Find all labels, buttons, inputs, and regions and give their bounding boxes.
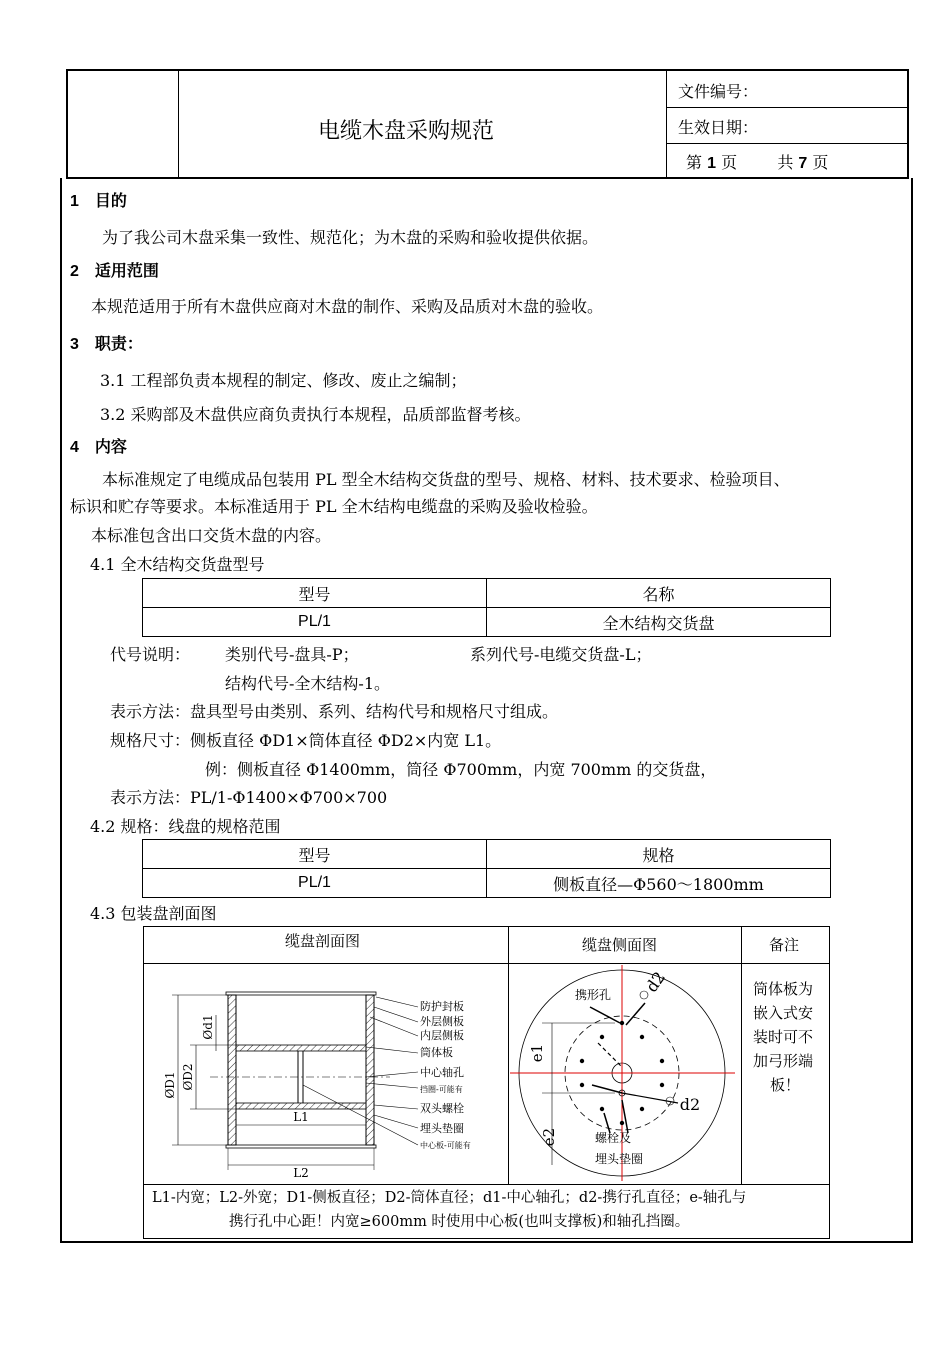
dim-d2: ØD2 — [181, 1063, 195, 1091]
method-text-2: 表示方法：PL/1-Φ1400×Φ700×700 — [110, 788, 388, 807]
note-line: 加弓形端 — [753, 1052, 814, 1070]
code-label: 代号说明： — [110, 645, 191, 664]
dim-d1: ØD1 — [163, 1071, 177, 1099]
callout-label: 中心板-可能有 — [420, 1141, 471, 1150]
reel-section-drawing — [150, 985, 505, 1180]
note-line: 嵌入式安 — [753, 1004, 814, 1022]
table-header: 缆盘侧面图 — [582, 936, 658, 954]
callout-label: 双头螺栓 — [420, 1102, 464, 1115]
dim-l2: L2 — [293, 1166, 309, 1180]
document-title: 电缆木盘采购规范 — [318, 119, 495, 144]
section-4-3-title: 4.3 包装盘剖面图 — [90, 904, 217, 923]
table-header: 型号 — [143, 579, 487, 608]
model-table — [142, 578, 831, 637]
code-series: 系列代号-电缆交货盘-L； — [470, 645, 652, 664]
table-cell: 侧板直径—Φ560～1800mm — [487, 869, 831, 898]
table-cell: PL/1 — [143, 608, 487, 637]
section-4-2-title: 4.2 规格：线盘的规格范围 — [90, 817, 281, 836]
section-1-text: 为了我公司木盘采集一致性、规范化；为木盘的采购和验收提供依据。 — [102, 228, 599, 247]
section-4-1-title: 4.1 全木结构交货盘型号 — [90, 555, 265, 574]
callout-label: 内层侧板 — [420, 1029, 464, 1042]
dim-l1: L1 — [293, 1110, 309, 1124]
example-text: 例：侧板直径 Φ1400mm，筒径 Φ700mm，内宽 700mm 的交货盘， — [205, 760, 717, 779]
effective-date-label: 生效日期： — [678, 118, 759, 137]
note-line: 筒体板为 — [753, 980, 814, 998]
dim-e2: e2 — [540, 1127, 558, 1147]
callout-label: 埋头垫圈 — [420, 1122, 464, 1135]
section-3-item-2: 3.2 采购部及木盘供应商负责执行本规程，品质部监督考核。 — [100, 405, 531, 424]
section-3-title: 3 职责： — [70, 336, 143, 353]
section-2-title: 2 适用范围 — [70, 263, 159, 280]
section-4-para-2: 本标准包含出口交货木盘的内容。 — [91, 526, 332, 545]
callout-label: 挡圈-可能有 — [420, 1085, 463, 1094]
callout-label: 防护封板 — [420, 1000, 464, 1013]
table-cell: 全木结构交货盘 — [487, 608, 831, 637]
dim-d2-bottom: d2 — [679, 1095, 701, 1114]
section-1-title: 1 目的 — [70, 193, 127, 210]
section-4-para-1b: 标识和贮存等要求。本标准适用于 PL 全木结构电缆盘的采购及验收检验。 — [70, 497, 598, 516]
table-header: 备注 — [769, 936, 800, 954]
section-2-text: 本规范适用于所有木盘供应商对木盘的制作、采购及品质对木盘的验收。 — [91, 297, 604, 316]
doc-number-label: 文件编号： — [678, 82, 759, 101]
table-footer-line-2: 携行孔中心距！内宽≥600mm 时使用中心板(也叫支撑板)和轴孔挡圈。 — [229, 1214, 690, 1230]
callout-label: 筒体板 — [420, 1046, 453, 1059]
section-3-item-1: 3.1 工程部负责本规程的制定、修改、废止之编制； — [100, 371, 467, 390]
dim-d2-top: d2 — [641, 968, 670, 996]
spec-table — [142, 839, 831, 898]
method-text-1: 表示方法：盘具型号由类别、系列、结构代号和规格尺寸组成。 — [110, 702, 559, 721]
dim-e1: e1 — [528, 1043, 546, 1063]
side-label: 埋头垫圈 — [595, 1152, 644, 1166]
page-indicator: 第 1 页 共 7 页 — [686, 153, 829, 172]
note-line: 装时可不 — [753, 1028, 814, 1046]
callout-label: 中心轴孔 — [420, 1066, 464, 1079]
dim-d1-small: Ød1 — [201, 1014, 215, 1040]
table-header: 规格 — [487, 840, 831, 869]
code-structure: 结构代号-全木结构-1。 — [225, 674, 390, 693]
reel-side-drawing — [510, 965, 735, 1181]
note-line: 板！ — [770, 1076, 801, 1094]
table-header: 缆盘剖面图 — [285, 932, 361, 950]
callout-label: 外层侧板 — [420, 1015, 464, 1028]
side-label: 携形孔 — [575, 988, 612, 1002]
table-header: 名称 — [487, 579, 831, 608]
document-header — [66, 69, 909, 179]
spec-size-text: 规格尺寸：侧板直径 ΦD1×筒体直径 ΦD2×内宽 L1。 — [110, 731, 502, 750]
table-header: 型号 — [143, 840, 487, 869]
table-cell: PL/1 — [143, 869, 487, 898]
section-4-para-1a: 本标准规定了电缆成品包装用 PL 型全木结构交货盘的型号、规格、材料、技术要求、检验项目、 — [102, 470, 790, 489]
side-label: 螺栓及 — [595, 1131, 632, 1145]
section-4-title: 4 内容 — [70, 439, 127, 456]
code-category: 类别代号-盘具-P； — [225, 645, 359, 664]
table-footer-line-1: L1-内宽；L2-外宽；D1-侧板直径；D2-筒体直径；d1-中心轴孔；d2-携行孔直径；e-轴孔与 — [152, 1190, 747, 1206]
